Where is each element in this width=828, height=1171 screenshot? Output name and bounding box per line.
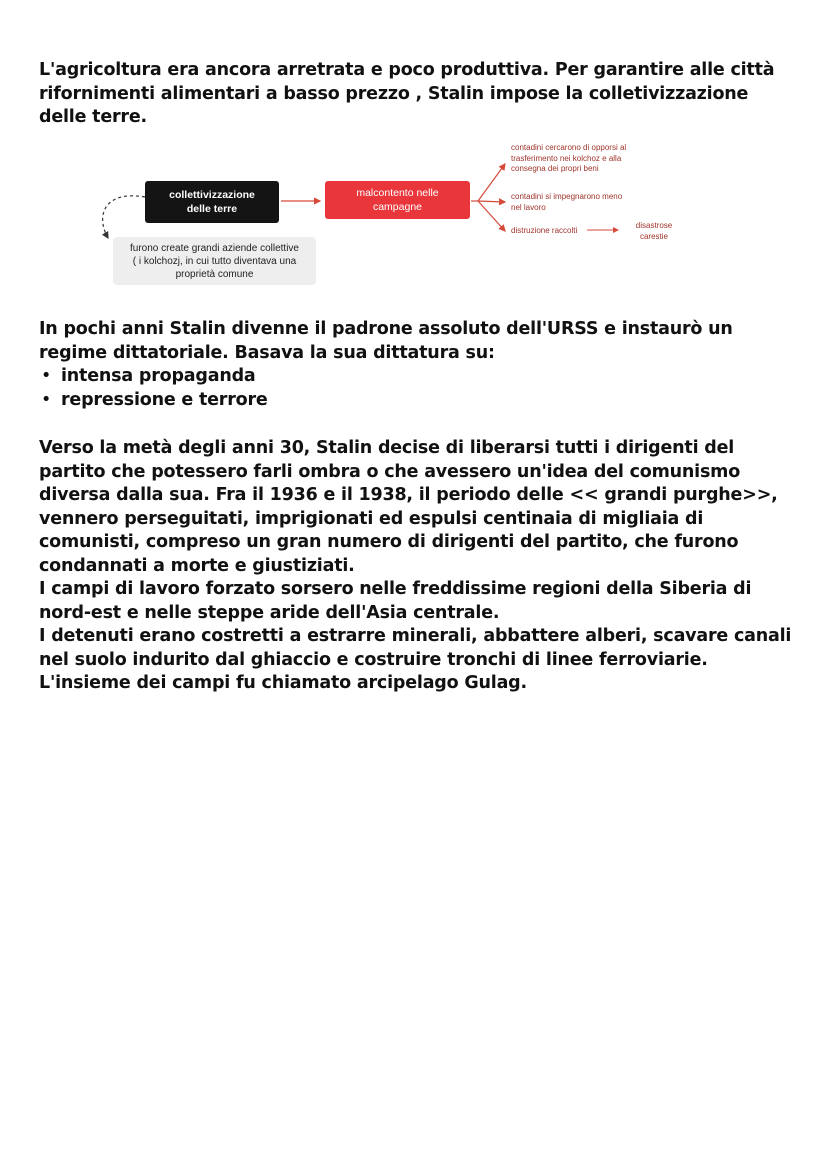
bullet-text: repressione e terrore <box>61 389 268 410</box>
detenuti-text: I detenuti erano costretti a estrarre minerali, abbattere alberi, scavare canali nel suolo indurito dal ghiaccio e costruire tronchi di linee ferroviarie. <box>39 626 792 670</box>
intro-paragraph <box>39 59 799 130</box>
dashed-connector <box>103 196 145 238</box>
box-aziende-label: furono create grandi aziende collettive ( i kolchozj, in cui tutto diventava una proprietà comune <box>130 242 299 280</box>
bullet-list <box>39 365 799 412</box>
bullet-item <box>39 389 799 413</box>
result-carestie: disastrose carestie <box>635 221 673 241</box>
arrow-to-branch-3 <box>478 201 505 231</box>
bullet-text: intensa propaganda <box>61 366 256 386</box>
bullet-item <box>39 365 799 389</box>
branch-opposizione: contadini cercarono di opporsi al trasferimento nei kolchoz e alla consegna dei propri beni <box>511 143 627 173</box>
concept-map <box>0 0 828 300</box>
arrow-to-branch-1 <box>478 164 505 201</box>
regime-paragraph <box>39 318 799 412</box>
bullet-dot: • <box>41 366 52 386</box>
bullet-dot: • <box>41 389 52 410</box>
gulag-text: L'insieme dei campi fu chiamato arcipelago Gulag. <box>39 673 527 693</box>
branch-impegno: contadini si impegnarono meno nel lavoro <box>511 192 623 212</box>
box-malcontento <box>325 181 470 219</box>
box-collettivizzazione <box>145 181 279 223</box>
box-malcontento-label: malcontento nelle campagne <box>356 187 439 213</box>
campi-text: I campi di lavoro forzato sorsero nelle freddissime regioni della Siberia di nord-est e nelle steppe aride dell'Asia centrale. <box>39 579 752 623</box>
box-collettivizzazione-label: collettivizzazione delle terre <box>169 189 255 215</box>
regime-text: In pochi anni Stalin divenne il padrone assoluto dell'URSS e instaurò un regime dittatoriale. Basava la sua dittatura su: <box>39 319 733 363</box>
purghe-paragraph <box>39 437 799 696</box>
purghe-text: Verso la metà degli anni 30, Stalin decise di liberarsi tutti i dirigenti del partito che potessero farli ombra o che avessero un'idea del comunismo diversa dalla sua. Fra il 1936 e il 1938, il periodo delle << grandi purghe>>, vennero perseguitati, imprigionati ed espulsi centinaia di migliaia di comunisti, compreso un gran numero di dirigenti del partito, che furono condannati a morte e giustiziati. <box>39 438 778 576</box>
arrow-to-branch-2 <box>478 201 505 202</box>
box-aziende-collettive <box>113 237 316 285</box>
branch-distruzione: distruzione raccolti <box>511 226 578 235</box>
intro-text: L'agricoltura era ancora arretrata e poco produttiva. Per garantire alle città rifornimenti alimentari a basso prezzo , Stalin impose la colletivizzazione delle terre. <box>39 60 775 127</box>
